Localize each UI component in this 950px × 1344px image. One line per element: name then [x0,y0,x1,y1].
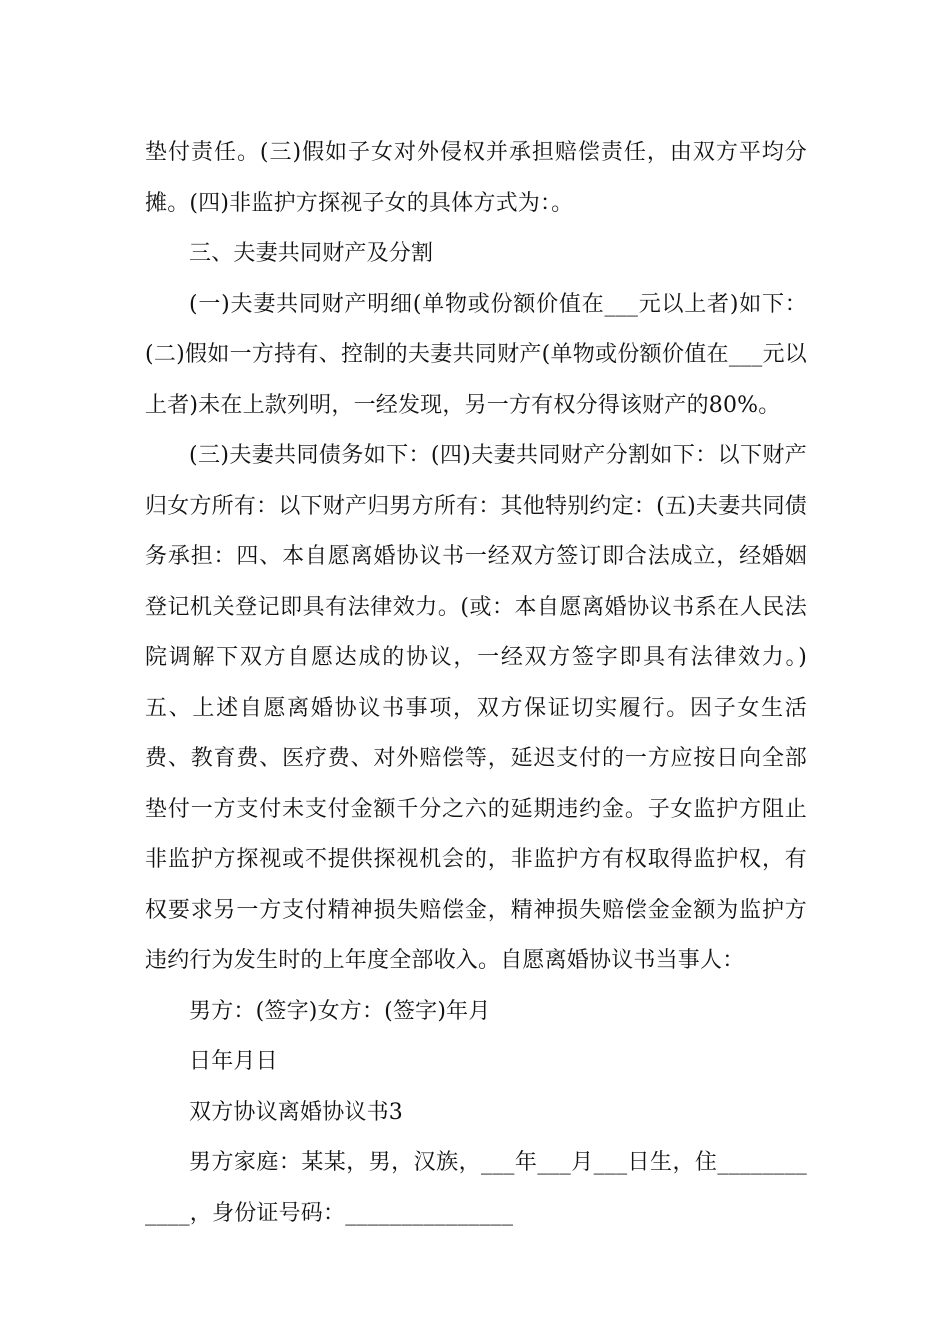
paragraph-male-party-info: 男方家庭：某某，男，汉族，___年___月___日生，住____________，身份证号码：_______________ [145,1150,807,1226]
document-body [145,128,807,1239]
paragraph-continuation: 垫付责任。(三)假如子女对外侵权并承担赔偿责任，由双方平均分摊。(四)非监护方探视子女的具体方式为：。 [145,140,807,216]
paragraph-property-details: (一)夫妻共同财产明细(单物或份额价值在___元以上者)如下：(二)假如一方持有、控制的夫妻共同财产(单物或份额价值在___元以上者)未在上款列明，一经发现，另一方有权分得该财产的80%。 [145,291,807,418]
signature-line: 男方：(签字)女方：(签字)年月 [189,998,491,1024]
section-heading-marital-property: 三、夫妻共同财产及分割 [189,241,434,266]
paragraph-debts-and-effect: (三)夫妻共同债务如下：(四)夫妻共同财产分割如下：以下财产归女方所有：以下财产归男方所有：其他特别约定：(五)夫妻共同债务承担：四、本自愿离婚协议书一经双方签订即合法成立，经婚姻登记机关登记即具有法律效力。(或：本自愿离婚协议书系在人民法院调解下双方自愿达成的协议，一经双方签字即具有法律效力。)五、上述自愿离婚协议书事项，双方保证切实履行。因子女生活费、教育费、医疗费、对外赔偿等，延迟支付的一方应按日向全部垫付一方支付未支付金额千分之六的延期违约金。子女监护方阻止非监护方探视或不提供探视机会的，非监护方有权取得监护权，有权要求另一方支付精神损失赔偿金，精神损失赔偿金金额为监护方违约行为发生时的上年度全部收入。自愿离婚协议书当事人： [145,443,807,973]
agreement-title: 双方协议离婚协议书3 [189,1099,403,1125]
date-line: 日年月日 [189,1049,278,1074]
